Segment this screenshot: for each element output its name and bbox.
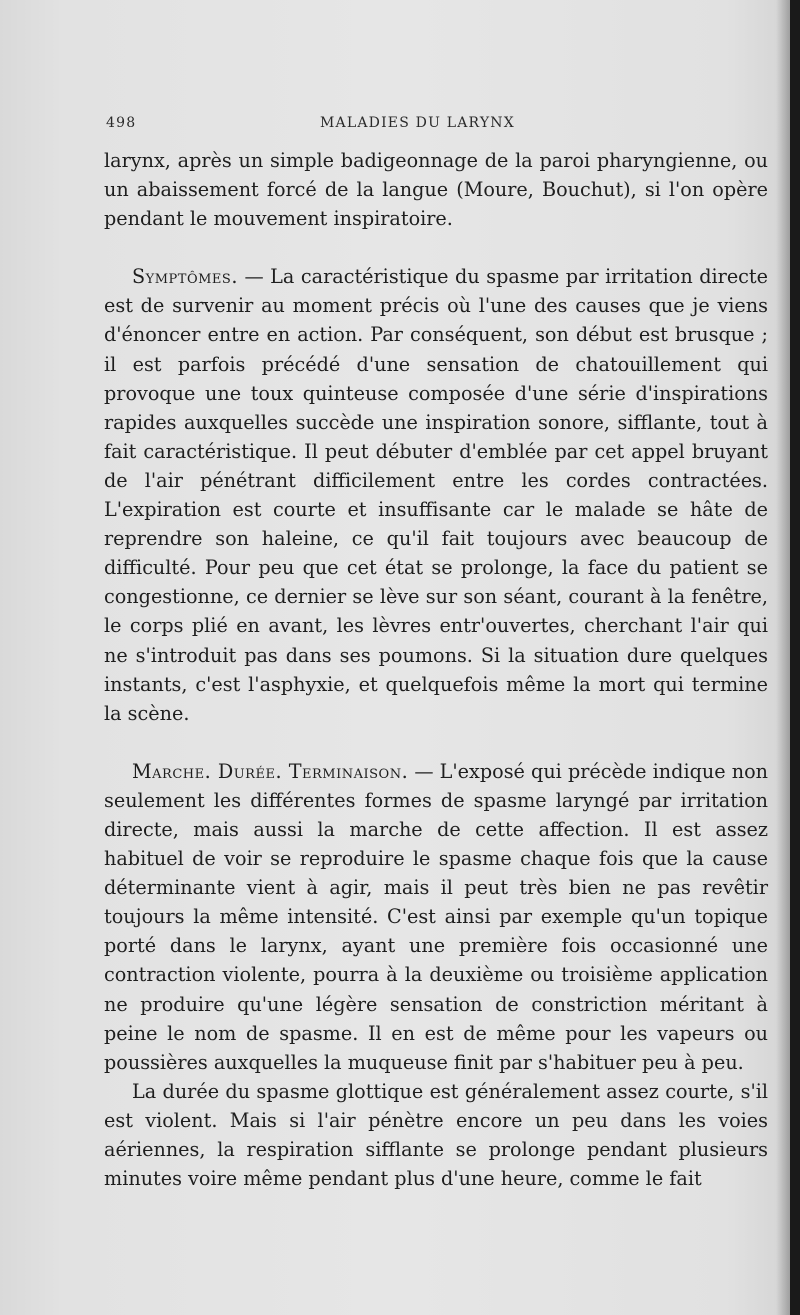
page-number: 498 [106, 115, 137, 131]
body-text [104, 146, 768, 1193]
paragraph-continuation: larynx, après un simple badigeonnage de la paroi pharyngienne, ou un abaissement forcé de la langue (Moure, Bouchut), si l'on opère pendant le mouvement inspiratoire. [104, 149, 768, 231]
section-heading-marche: Marche. Durée. Terminaison. [132, 759, 409, 783]
section-heading-symptomes: Symptômes. [132, 265, 238, 289]
paragraph-duree: La durée du spasme glottique est généralement assez courte, s'il est violent. Mais si l'air pénètre encore un peu dans les voies aériennes, la respiration sifflante se prolonge pendant plusieurs minutes voire même pendant plus d'une heure, comme le fait [104, 1079, 768, 1191]
paragraph-marche [104, 757, 768, 1077]
section-gap [104, 728, 768, 757]
section-gap [104, 233, 768, 262]
paragraph-symptomes-text: — La caractéristique du spasme par irritation directe est de survenir au moment précis où l'une des causes que je viens d'énoncer entre en action. Par conséquent, son début est brusque ; il est parfois précédé d'une sensation de chatouillement qui provoque une toux quinteuse composée d'une série d'inspirations rapides auxquelles succède une inspiration sonore, sifflante, tout à fait caractéristique. Il peut débuter d'emblée par cet appel bruyant de l'air pénétrant difficilement entre les cordes contractées. L'expiration est courte et insuffisante car le malade se hâte de reprendre son haleine, ce qu'il fait toujours avec beaucoup de difficulté. Pour peu que cet état se prolonge, la face du patient se congestionne, ce dernier se lève sur son séant, courant à la fenêtre, le corps plié en avant, les lèvres entr'ouvertes, cherchant l'air qui ne s'introduit pas dans ses poumons. Si la situation dure quelques instants, c'est l'asphyxie, et quelquefois même la mort qui termine la scène. [104, 265, 768, 725]
paragraph-marche-text: — L'exposé qui précède indique non seulement les différentes formes de spasme laryngé par irritation directe, mais aussi la marche de cette affection. Il est assez habituel de voir se reproduire le spasme chaque fois que la cause déterminante vient à agir, mais il peut très bien ne pas revêtir toujours la même intensité. C'est ainsi par exemple qu'un topique porté dans le larynx, ayant une première fois occasionné une contraction violente, pourra à la deuxième ou troisième application ne produire qu'une légère sensation de constriction méritant à peine le nom de spasme. Il en est de même pour les vapeurs ou poussières auxquelles la muqueuse finit par s'habituer peu à peu. [104, 759, 769, 1074]
running-title: MALADIES DU LARYNX [320, 115, 515, 131]
running-head [106, 115, 766, 139]
paragraph-symptomes [104, 262, 768, 728]
